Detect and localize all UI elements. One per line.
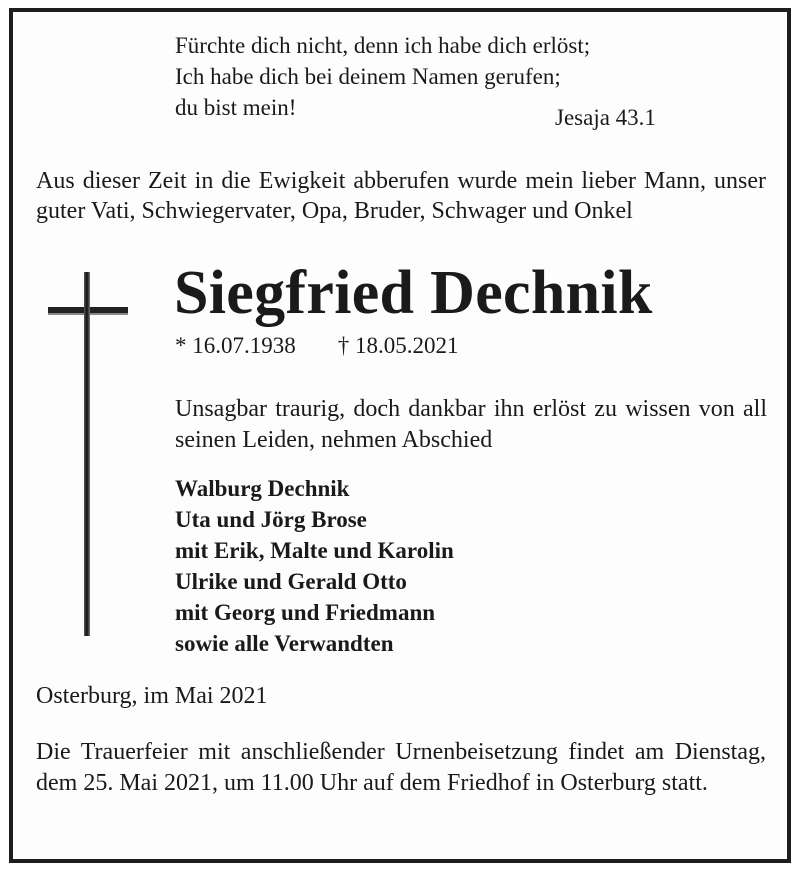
farewell-text: Unsagbar traurig, doch dankbar ihn erlöst zu wissen von all seinen Leiden, nehmen Abschied [175, 396, 767, 453]
funeral-notice: Die Trauerfeier mit anschließender Urnenbeisetzung findet am Dienstag, dem 25. Mai 2021, um 11.00 Uhr auf dem Friedhof in Osterburg statt. [36, 739, 766, 796]
mourner-line: mit Georg und Friedmann [175, 600, 436, 625]
verse-line: Ich habe dich bei deinem Namen gerufen; [175, 64, 561, 89]
mourner-line: mit Erik, Malte und Karolin [175, 538, 454, 563]
birth-date: * 16.07.1938 [175, 333, 296, 358]
verse-reference: Jesaja 43.1 [555, 105, 656, 130]
death-date: † 18.05.2021 [337, 333, 459, 358]
mourner-line: Walburg Dechnik [175, 476, 350, 501]
intro-text: Aus dieser Zeit in die Ewigkeit abberufen wurde mein lieber Mann, unser guter Vati, Schwiegervater, Opa, Bruder, Schwager und Onkel [36, 168, 766, 224]
deceased-name: Siegfried Dechnik [174, 259, 653, 327]
mourner-line: sowie alle Verwandten [175, 631, 394, 656]
life-dates [175, 333, 459, 359]
mourners-list [175, 473, 454, 659]
bible-verse [175, 30, 590, 123]
mourner-line: Uta und Jörg Brose [175, 507, 367, 532]
verse-line: Fürchte dich nicht, denn ich habe dich erlöst; [175, 33, 591, 58]
verse-line: du bist mein! [175, 95, 297, 120]
place-date: Osterburg, im Mai 2021 [36, 683, 268, 709]
mourner-line: Ulrike und Gerald Otto [175, 569, 407, 594]
cross-icon [48, 272, 128, 636]
